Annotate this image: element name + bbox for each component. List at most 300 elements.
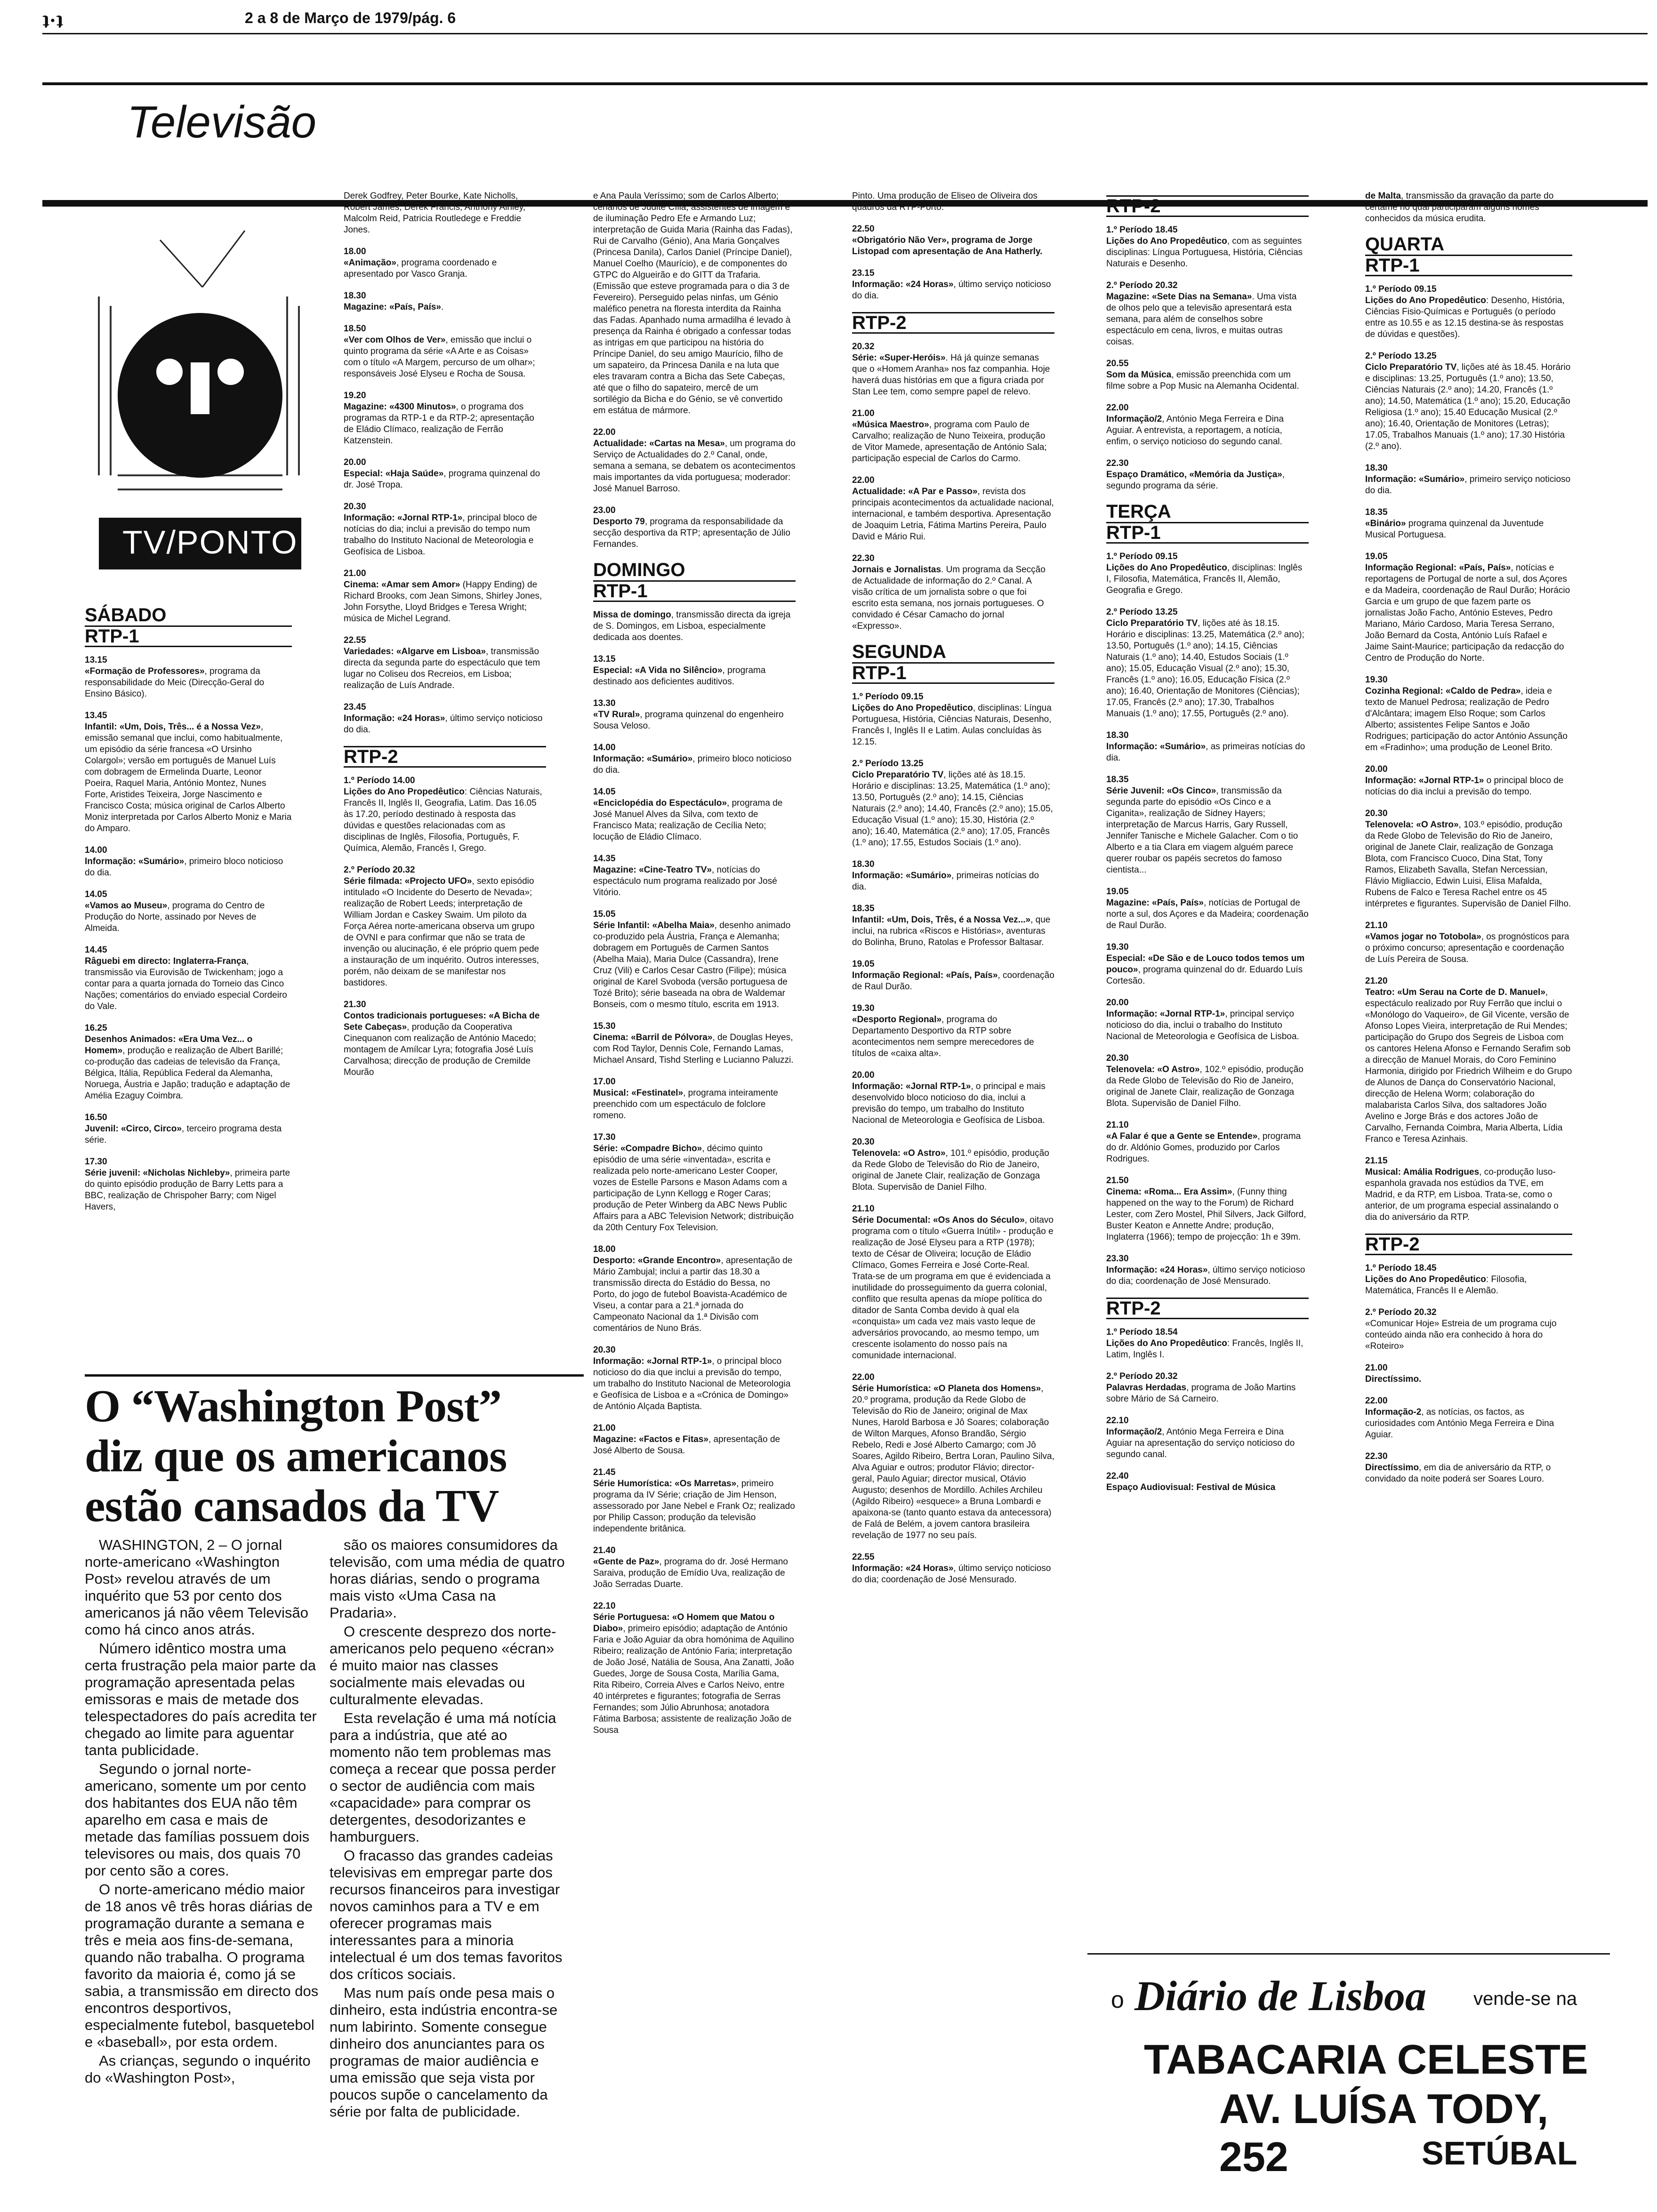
program-title: Espaço Dramático, «Memória da Justiça» — [1106, 470, 1282, 480]
program-title: Informação: «24 Horas» — [852, 1563, 954, 1573]
program-description: , programa do Centro de Produção do Norte, assinado por Neves de Almeida. — [85, 901, 265, 933]
channel-heading: RTP-1 — [593, 580, 796, 602]
program-entry — [593, 1601, 796, 1736]
program-title: «Obrigatório Não Ver», programa de Jorge Listopad com apresentação de Ana Hatherly. — [852, 235, 1043, 256]
program-title: Cinema: «Roma... Era Assim» — [1106, 1187, 1232, 1197]
program-entry — [852, 553, 1054, 632]
program-entry — [1106, 730, 1309, 764]
program-description: , programa de João Martins sobre Mário de Sá Carneiro. — [1106, 1383, 1296, 1404]
program-entry — [593, 654, 796, 688]
program-description: , terceiro programa desta série. — [85, 1124, 282, 1145]
program-time: 22.30 — [1106, 458, 1129, 468]
program-time: 2.º Período 20.32 — [344, 865, 415, 875]
column-2 — [344, 191, 546, 1089]
program-title: Lições do Ano Propedêutico — [1106, 236, 1227, 246]
program-list — [344, 775, 546, 1078]
program-time: 22.00 — [1106, 403, 1129, 413]
ad-tagline: vende-se na — [1473, 1988, 1577, 2009]
program-entry — [593, 427, 796, 495]
program-entry — [1106, 1327, 1309, 1361]
program-title: Ciclo Preparatório TV — [852, 770, 944, 780]
program-description: , primeiro bloco noticioso do dia. — [593, 754, 792, 775]
program-title: Variedades: «Algarve em Lisboa» — [344, 647, 486, 657]
program-entry — [1106, 607, 1309, 720]
program-description: , programa do dr. Aldónio Gomes, produzido por Carlos Rodrigues. — [1106, 1131, 1301, 1164]
program-title: Ciclo Preparatório TV — [1365, 362, 1457, 372]
program-time: 21.15 — [1365, 1156, 1388, 1166]
program-description: , primeiro serviço noticioso do dia. — [1365, 474, 1571, 496]
program-title: Directíssimo. — [1365, 1374, 1422, 1384]
headline-line: O “Washington Post” — [85, 1381, 501, 1432]
program-time: 22.30 — [1365, 1451, 1388, 1461]
article-top-rule — [85, 1374, 584, 1377]
program-time: 20.30 — [344, 502, 366, 512]
channel-heading: RTP-2 — [344, 746, 546, 768]
program-description: : Francês, Inglês II, Latim, Inglês I. — [1106, 1338, 1303, 1360]
program-entry — [852, 859, 1054, 893]
program-time: 20.55 — [1106, 359, 1129, 369]
program-entry — [1106, 551, 1309, 596]
program-entry — [85, 1023, 292, 1102]
program-title: Lições do Ano Propedêutico — [344, 787, 465, 797]
program-title: Actualidade: «Cartas na Mesa» — [593, 439, 725, 449]
program-entry — [852, 224, 1054, 257]
program-description: , que inclui, na rubrica «Riscos e Histórias», aventuras do Bolinha, Bruno, Ratolas e Professor Baltasar. — [852, 915, 1051, 947]
program-time: 22.50 — [852, 224, 875, 234]
program-description: , o principal bloco noticioso do dia que inclui a previsão do tempo, um trabalho do Instituto Nacional de Meteorologia e Geofísica de Lisboa e a «Crónica de Domingo» de António Alçada Baptista. — [593, 1356, 791, 1411]
program-description: , notícias do espectáculo num programa realizado por José Vitório. — [593, 865, 777, 898]
program-entry — [344, 865, 546, 989]
program-title: Râguebi em directo: Inglaterra-França — [85, 956, 247, 966]
program-title: «Vamos jogar no Totobola» — [1365, 932, 1481, 942]
program-description: , lições até às 18.15. Horário e disciplinas: 13.25, Matemática (2.º ano); 13.50, Português (1.º ano); 14.15, Ciências Naturais (1.º ano); 14.40, Estudos Sociais (1.º ano); 15.05, Educação Visual (2.º ano); 15.30, Francês (1.º ano); 16.05, Educação Física (2.º ano); 16.40, Orientação de Monitores (Ciências); 17.05, Francês (2.º ano); 17.30, Trabalhos Manuais (1.º ano); 17.55, Português (2.º ano). — [1106, 618, 1304, 719]
program-title: Juvenil: «Circo, Circo» — [85, 1124, 182, 1134]
program-title: Ciclo Preparatório TV — [1106, 618, 1198, 628]
program-list — [852, 191, 1054, 302]
program-time: 20.30 — [852, 1137, 875, 1147]
program-title: Telenovela: «O Astro» — [1365, 820, 1459, 830]
program-description: , transmissão da segunda parte do episódio «Os Cinco e a Ciganita», realização de Sidney Hayers; interpretação de Marcus Harris, Gary Russell, Jennifer Tanische e Michele Galacher. Com o tio Alberto e a tia Clara em viagem alguém parece querer roubar os papéis secretos do famoso cientista... — [1106, 786, 1298, 875]
program-entry — [344, 702, 546, 736]
program-time: 22.00 — [852, 475, 875, 485]
program-time: 21.45 — [593, 1467, 616, 1477]
program-description: , o principal e mais desenvolvido bloco noticioso do dia, inclui a previsão do tempo, um trabalho do Instituto Nacional de Meteorologia e Geofísica de Lisboa. — [852, 1082, 1046, 1125]
program-description: , coordenação de Raul Durão. — [852, 970, 1054, 992]
column-6 — [1365, 191, 1572, 1495]
program-time: 19.20 — [344, 391, 366, 401]
program-description: , emissão que inclui o quinto programa da série «A Arte e as Coisas» com o título «A Margem, percurso de um olhar»; responsáveis José Elyseu e Rocha de Sousa. — [344, 335, 535, 379]
program-time: 21.10 — [1365, 921, 1388, 930]
program-description: «Comunicar Hoje» Estreia de um programa cujo conteúdo ainda não era conhecido à hora do «Roteiro» — [1365, 1319, 1557, 1351]
program-description: , principal bloco de notícias do dia; inclui a previsão do tempo num trabalho do Instituto Nacional de Meteorologia e Geofísica de Lisboa. — [344, 513, 537, 557]
article-paragraph: O norte-americano médio maior de 18 anos vê três horas diárias de programação durante a semana e três e meia aos fins-de-semana, quando não trabalha. O programa favorito da maioria é, como já se sabia, a transmissão em directo dos encontros desportivos, especialmente futebol, basquetebol e «baseball», por esta ordem. — [85, 1881, 319, 2050]
program-list — [85, 655, 292, 1213]
program-entry — [593, 609, 796, 643]
program-description: , transmissão via Eurovisão de Twickenham; jogo a contar para a quarta jornada do Torneio das Cinco Nações; comentários do enviado especial Cordeiro do Vale. — [85, 956, 287, 1011]
program-title: «Gente de Paz» — [593, 1557, 660, 1567]
program-entry — [593, 191, 796, 417]
program-description: , segundo programa da série. — [1106, 470, 1285, 491]
program-entry — [852, 1203, 1054, 1362]
program-time: 18.00 — [593, 1244, 616, 1254]
program-title: Série Juvenil: «Os Cinco» — [1106, 786, 1216, 796]
program-description: , transmissão directa da segunda parte do espectáculo que tem lugar no Coliseu dos Recreios, em Lisboa; realização de Luís Andrade. — [344, 647, 540, 690]
program-time: 18.35 — [1365, 507, 1388, 517]
program-description: , António Mega Ferreira e Dina Aguiar. A entrevista, a reportagem, a notícia, enfim, o serviço noticioso do segundo canal. — [1106, 414, 1284, 447]
program-entry — [344, 999, 546, 1078]
headline-line: estão cansados da TV — [85, 1481, 499, 1531]
program-entry — [344, 290, 546, 313]
program-description: , co-produção luso-espanhola gravada nos estúdios da TVE, em Madrid, e da RTP, em Lisboa. Trata-se, como o anterior, de um programa especial assinalando o dia do aniversário da RTP. — [1365, 1167, 1559, 1222]
program-description: , revista dos principais acontecimentos da actualidade nacional, internacional, e também desportiva. Apresentação de Joaquim Letria, Fátima Martins Pereira, Paulo David e Mário Rui. — [852, 487, 1054, 542]
program-time: 20.30 — [1106, 1053, 1129, 1063]
date-line: 2 a 8 de Março de 1979/pág. 6 — [245, 9, 456, 26]
program-time: 22.00 — [593, 427, 616, 437]
program-description: , ideia e texto de Manuel Pedrosa; realização de Pedro d'Alcântara; imagem Elso Roque; som Carlos Alberto; assistentes Felipe Santos e João Rodrigues; participação do actor António Assunção em «Fradinho»; uma produção de Leonel Brito. — [1365, 686, 1568, 753]
program-title: Especial: «Haja Saúde» — [344, 469, 444, 479]
program-entry — [344, 501, 546, 558]
channel-heading: RTP-2 — [852, 312, 1054, 334]
program-title: Lições do Ano Propedêutico — [1106, 1338, 1227, 1348]
program-description: , programa de José Manuel Alves da Silva, com texto de Francisco Mata; realização de Cecília Neto; locução de Eládio Clímaco. — [593, 798, 783, 842]
program-description: , apresentação de Mário Zambujal; inclui a partir das 18.30 a transmissão directa do Estádio do Bessa, no Porto, do jogo de futebol Boavista-Académico de Viseu, a contar para a 21.ª jornada do Campeonato Nacional da 1.ª Divisão com comentários de Nuno Brás. — [593, 1256, 793, 1333]
program-time: 1.º Período 18.45 — [1365, 1263, 1437, 1273]
program-description: , principal serviço noticioso do dia, inclui o trabalho do Instituto Nacional de Meteorologia e Geofísica de Lisboa. — [1106, 1009, 1299, 1042]
program-entry — [852, 1070, 1054, 1126]
day-heading-terca: TERÇA — [1106, 501, 1171, 522]
day-heading-domingo: DOMINGO — [593, 560, 685, 580]
program-entry — [1365, 674, 1572, 753]
program-title: Contos tradicionais portugueses: «A Bicha de Sete Cabeças» — [344, 1011, 540, 1032]
ad-line1: TABACARIA CELESTE — [1144, 2036, 1588, 2083]
program-title: Informação: «Jornal RTP-1» — [852, 1082, 971, 1091]
program-entry — [1365, 808, 1572, 910]
program-description: , programa coordenado e apresentado por Vasco Granja. — [344, 258, 497, 279]
program-entry — [852, 691, 1054, 748]
program-time: 21.00 — [344, 569, 366, 578]
program-description: , último serviço noticioso do dia. — [344, 713, 543, 735]
program-title: Magazine: «Sete Dias na Semana» — [1106, 292, 1252, 302]
program-entry — [852, 475, 1054, 543]
program-entry — [1365, 551, 1572, 664]
program-title: Actualidade: «A Par e Passo» — [852, 487, 978, 497]
program-title: Magazine: «4300 Minutos» — [344, 402, 456, 412]
program-description: , transmissão directa da igreja de S. Domingos, em Lisboa, especialmente dedicada aos doentes. — [593, 610, 791, 642]
program-entry — [1365, 1395, 1572, 1441]
program-title: Informação: «Jornal RTP-1» — [593, 1356, 712, 1366]
program-title: Lições do Ano Propedêutico — [1106, 563, 1227, 573]
program-entry — [1106, 280, 1309, 348]
program-description: , oitavo programa com o título «Guerra Inútil» - produção e realização de José Elyseu para a RTP (1978); texto de César de Oliveira; locução de Eládio Clímaco, Gomes Ferreira e José Corte-Real. Trata-se de um programa em que é evidenciada a inutilidade do prosseguimento da guerra colonial, conflito que resulta apenas da míope política do ditador de Santa Comba devido à qual ela «conquista» um cada vez mais vasto leque de adversários provocando, ao mesmo tempo, um crescente isolamento do nosso país na comunidade internacional. — [852, 1215, 1054, 1361]
program-title: Espaço Audiovisual: Festival de Música — [1106, 1483, 1276, 1492]
article-paragraph: Número idêntico mostra uma certa frustração pela maior parte da programação apresentada pelas emissoras e mais de metade dos telespectadores do país acredita ter chegado ao limite para aguentar tanta publicidade. — [85, 1640, 317, 1758]
program-time: 19.30 — [852, 1003, 875, 1013]
program-time: 14.05 — [593, 787, 616, 797]
program-description: : Filosofia, Matemática, Francês II e Alemão. — [1365, 1274, 1527, 1296]
program-description: , os prognósticos para o próximo concurso; apresentação e coordenação de Luís Pereira de Sousa. — [1365, 932, 1569, 964]
program-entry — [1106, 1053, 1309, 1109]
program-entry — [593, 1021, 796, 1066]
program-title: Série: «Compadre Bicho» — [593, 1144, 702, 1154]
program-entry — [1106, 942, 1309, 987]
program-title: Cinema: «Amar sem Amor» — [344, 580, 460, 590]
program-time: 22.55 — [344, 635, 366, 645]
program-time: 20.00 — [1365, 764, 1388, 774]
ad-brand: Diário de Lisboa — [1134, 1973, 1426, 2020]
program-title: Informação Regional: «País, País» — [852, 970, 998, 980]
program-title: Informação-2 — [1365, 1407, 1422, 1417]
program-entry — [1365, 1155, 1572, 1223]
program-title: Informação Regional: «País, País» — [1365, 563, 1511, 573]
program-description: , em dia de aniversário da RTP, o convidado da noite poderá ser Soares Louro. — [1365, 1463, 1551, 1484]
program-title: «A Falar é que a Gente se Entende» — [1106, 1131, 1258, 1141]
program-title: Musical: «Festinatel» — [593, 1088, 684, 1098]
program-title: «Desporto Regional» — [852, 1015, 942, 1025]
program-title: Directíssimo — [1365, 1463, 1419, 1473]
program-title: Magazine: «País, País» — [344, 302, 441, 312]
program-title: Informação: «24 Horas» — [852, 280, 954, 289]
program-description: o principal bloco de notícias do dia inclui a previsão do tempo. — [1365, 776, 1564, 797]
program-title: Magazine: «Factos e Fitas» — [593, 1435, 708, 1444]
article-paragraph: O crescente desprezo dos norte-americanos pelo pequeno «écran» é muito maior nas classes socialmente mais elevadas ou culturalmente elevadas. — [330, 1623, 556, 1707]
ad-line2: AV. LUÍSA TODY, 252 — [1219, 2085, 1549, 2180]
program-time: 13.30 — [593, 698, 616, 708]
program-title: Informação: «Sumário» — [852, 871, 952, 881]
program-title: Informação: «24 Horas» — [344, 713, 445, 723]
channel-heading: RTP-1 — [85, 625, 292, 647]
column-3 — [593, 191, 796, 1747]
header-rule — [42, 33, 1648, 34]
program-title: Série Portuguesa: «O Homem que Matou o Diabo» — [593, 1612, 775, 1634]
program-entry — [1365, 191, 1572, 224]
program-entry — [593, 1132, 796, 1234]
day-heading-segunda: SEGUNDA — [852, 641, 947, 662]
article-paragraph: são os maiores consumidores da televisão, com uma média de quatro horas diárias, sendo o programa mais visto «Uma Casa na Pradaria». — [330, 1537, 565, 1621]
program-title: «Animação» — [344, 258, 396, 268]
program-title: Musical: Amália Rodrigues — [1365, 1167, 1480, 1177]
program-entry — [593, 1076, 796, 1122]
program-list — [1106, 551, 1309, 1287]
program-description: , primeira parte do quinto episódio produção de Barry Letts para a BBC, realização de Chrispoher Barry; com Nigel Havers, — [85, 1168, 290, 1212]
program-list — [344, 191, 546, 736]
program-description: , primeiro episódio; adaptação de António Faria e João Aguiar da obra homónima de Aquilino Ribeiro; realização de António Faria; interpretação de João José, Natália de Sousa, Ana Zanatti, João Guedes, Jorge de Sousa Costa, Marília Gama, Rita Ribeiro, Correia Alves e Carlos Neivo, entre 40 intérpretes e figurantes; fotografia de Serras Fernandes; som Júlio Abrunhosa; anotadora Fátima Barbosa; assistente de realização João de Sousa — [593, 1624, 794, 1735]
program-description: . — [441, 302, 444, 312]
program-entry — [85, 889, 292, 934]
program-description: , programa quinzenal do dr. Eduardo Luís Cortesão. — [1106, 965, 1303, 986]
antenna-icon — [160, 231, 245, 287]
program-time: 13.15 — [85, 655, 107, 665]
program-time: 17.00 — [593, 1077, 616, 1087]
program-description: , António Mega Ferreira e Dina Aguiar na apresentação do serviço noticioso do segundo canal. — [1106, 1427, 1295, 1459]
program-time: 18.30 — [852, 859, 875, 869]
program-time: 17.30 — [593, 1132, 616, 1142]
program-title: Lições do Ano Propedêutico — [1365, 296, 1486, 305]
program-title: «Formação de Professores» — [85, 666, 205, 676]
article-paragraph: As crianças, segundo o inquérito do «Washington Post», — [85, 2052, 311, 2086]
program-entry — [344, 390, 546, 447]
program-title: Desporto: «Grande Encontro» — [593, 1256, 721, 1266]
program-list — [1365, 284, 1572, 1223]
program-entry — [593, 742, 796, 776]
program-title: Série: «Super-Heróis» — [852, 353, 946, 363]
program-time: 1.º Período 14.00 — [344, 776, 415, 785]
program-description: Derek Godfrey, Peter Bourke, Kate Nicholls, Robert James, Derek Francis, Anthony Ainley, Malcolm Reid, Patricia Routledege e Freddie Jones. — [344, 191, 526, 235]
article-paragraph: WASHINGTON, 2 – O jornal norte-americano «Washington Post» revelou através de um inquérito que 53 por cento dos americanos já não vêem Televisão como há cinco anos atrás. — [85, 1537, 309, 1638]
program-entry — [593, 786, 796, 843]
program-entry — [344, 457, 546, 491]
ad-line3: SETÚBAL — [1422, 2135, 1577, 2172]
program-description: , primeiro programa da IV Série; criação de Jim Henson, assessorado por Jane Nebel e Frank Oz; realizado por Philip Casson; produção da televisão independente britânica. — [593, 1479, 795, 1534]
channel-heading: RTP-2 — [1365, 1234, 1572, 1255]
program-list — [1365, 1263, 1572, 1485]
program-description: , apresentação de José Alberto de Sousa. — [593, 1435, 780, 1456]
program-description: , último serviço noticioso do dia; coordenação de José Mensurado. — [1106, 1265, 1305, 1286]
program-time: 21.10 — [852, 1204, 875, 1214]
program-entry — [1365, 284, 1572, 340]
program-list — [852, 341, 1054, 632]
program-entry — [344, 635, 546, 691]
program-list — [593, 609, 796, 1736]
channel-heading: RTP-2 — [1106, 195, 1309, 217]
program-time: 23.45 — [344, 702, 366, 712]
program-description: , um programa do Serviço de Actualidades do 2.º Canal, onde, semana a semana, se debatem os acontecimentos mais importantes da vida portuguesa; moderador: José Manuel Barroso. — [593, 439, 796, 494]
program-description: , emissão semanal que inclui, como habitualmente, um episódio da série francesa «O Ursinho Colargol»; versão em português de Manuel Luís com dobragem de Ermelinda Duarte, Leonor Poeira, Raquel Maria, António Montez, Nunes Forte, Aristides Teixeira, Jorge Nascimento e Francisco Costa; música original de Carlos Alberto Moniz interpretada por Carlos Alberto Moniz e Maria do Amparo. — [85, 722, 292, 834]
article-paragraph: Esta revelação é uma má notícia para a indústria, que até ao momento não tem problemas mas começa a recear que possa perder o sector de audiência com mais «capacidade» para comprar os detergentes, desodorizantes e hamburguers. — [330, 1710, 556, 1845]
program-title: Série Humorística: «O Planeta dos Homens» — [852, 1384, 1041, 1394]
program-description: , emissão preenchida com um filme sobre a Pop Music na Alemanha Ocidental. — [1106, 370, 1299, 391]
program-entry — [1106, 1253, 1309, 1287]
program-title: Missa de domingo — [593, 610, 671, 620]
program-title: Palavras Herdadas — [1106, 1383, 1187, 1393]
program-title: Som da Música — [1106, 370, 1172, 380]
program-description: , notícias de Portugal de norte a sul, dos Açores e da Madeira; coordenação de Raul Durão. — [1106, 898, 1309, 930]
program-entry — [593, 698, 796, 732]
program-list — [1365, 191, 1572, 224]
program-time: 18.00 — [344, 247, 366, 256]
program-time: 20.30 — [1365, 809, 1388, 818]
program-entry — [344, 568, 546, 625]
program-entry — [344, 191, 546, 236]
program-description: , programa com Paulo de Carvalho; realização de Nuno Teixeira, produção de Vitor Mamede, apresentação de António Sala; participação especial de Carlos do Carmo. — [852, 420, 1047, 464]
program-description: , programa quinzenal do engenheiro Sousa Veloso. — [593, 710, 784, 731]
program-entry — [593, 1244, 796, 1334]
program-description: , disciplinas: Língua Portuguesa, História, Ciências Naturais, Desenho, Francês I, Inglês II e Latim. Aulas concluídas às 12.15. — [852, 703, 1052, 747]
program-title: Informação: «Sumário» — [1365, 474, 1465, 484]
program-time: 20.00 — [1106, 998, 1129, 1008]
program-title: Informação: «24 Horas» — [1106, 1265, 1208, 1275]
program-entry — [593, 505, 796, 550]
program-time: 15.05 — [593, 909, 616, 919]
program-time: 1.º Período 18.45 — [1106, 225, 1178, 235]
program-entry — [344, 246, 546, 280]
program-description: , (Funny thing happened on the way to the Forum) de Richard Lester, com Zero Mostel, Phil Silvers, Jack Gilford, Buster Keaton e Annette Andre; produção, Inglaterra (1966); tempo de projecção: 1h e 39m. — [1106, 1187, 1306, 1242]
program-title: Informação: «Jornal RTP-1» — [344, 513, 463, 523]
program-title: Série Documental: «Os Anos do Século» — [852, 1215, 1025, 1225]
program-time: 2.º Período 20.32 — [1365, 1307, 1437, 1317]
program-entry — [1106, 1471, 1309, 1493]
program-title: Série filmada: «Projecto UFO» — [344, 876, 472, 886]
program-entry — [1365, 463, 1572, 497]
channel-heading: RTP-1 — [1106, 522, 1309, 544]
program-description: : Ciências Naturais, Francês II, Inglês II, Geografia, Latim. Das 16.05 às 17.20, período destinado à resposta das dúvidas e questões relacionadas com as disciplinas de Inglês, Filosofia, Português, F. Química, Alemão, Francês I, Grego. — [344, 787, 542, 853]
program-description: e Ana Paula Veríssimo; som de Carlos Alberto; cenários de Judite Cília; assistentes de imagem e de iluminação Pedro Efe e Armando Luz; interpretação de Guida Maria (Rainha das Fadas), Rui de Carvalho (Génio), Ana Maria Gonçalves (Princesa Danila), Carlos Daniel (Príncipe Daniel), Manuel Coelho (Maurício), e de componentes do GTPC do Algueirão e do GITT da Trafaria. (Emissão que esteve programada para o dia 3 de Fevereiro). Perseguido pelas ninfas, um Génio maléfico penetra na floresta interdita da Rainha das Fadas. Apanhado numa armadilha é levado à presença da Rainha é obrigado a confessar todas as intrigas em que participou na história do Príncipe Daniel, do seu amigo Maurício, filho de um sapateiro, da Princesa Danila e na luta que eles travaram contra a Bicha das Sete Cabeças, até que o filho do sapateiro, mercê de um sortilégio da Bicha e do Génio, se vê convertido em estátua de mármore. — [593, 191, 793, 416]
program-title: «TV Rural» — [593, 710, 640, 720]
column-5 — [1106, 191, 1309, 1504]
program-description: , desenho animado co-produzido pela Áustria, França e Alemanha; dobragem em Português de Carmen Santos (Abelha Maia), Maria Dulce (Cassandra), Irene Cruz (Vili) e Carlos Cesar Castro (Filipe); música original de Karel Svoboda (versão portuguesa de Tozé Brito); série baseada na obra de Waldemar Bonseis, com o mesmo título, escrita em 1913. — [593, 921, 791, 1010]
program-entry — [852, 1372, 1054, 1541]
program-title: Lições do Ano Propedêutico — [852, 703, 973, 713]
program-entry — [852, 959, 1054, 993]
program-time: 2.º Período 13.25 — [852, 759, 924, 769]
program-entry — [1106, 1371, 1309, 1405]
program-title: Magazine: «Cine-Teatro TV» — [593, 865, 712, 875]
program-time: 22.40 — [1106, 1471, 1129, 1481]
program-time: 22.00 — [852, 1372, 875, 1382]
program-time: 21.00 — [593, 1423, 616, 1433]
program-time: 22.10 — [593, 1601, 616, 1611]
program-entry — [593, 1467, 796, 1535]
program-description: , espectáculo realizado por Ruy Ferrão que inclui o «Monólogo do Vaqueiro», de Gil Vicente, versão de Afonso Lopes Vieira, interpretação de Rui Mendes; participação do Grupo dos Segreis de Lisboa com os cantores Helena Afonso e Fernando Serafim sob a direcção de Manuel Morais, do Coro Feminino Harmonia, dirigido por Friedrich Wilheim e do Grupo de Alunos de Dança do Conservatório Nacional, direcção de Helena Worm; colaboração do malabarista Carlos Silva, dos saltadores João Avelino e Jorge Brás e dos actores João de Carvalho, Fernanda Coimbra, Maria Alberta, Lídia Franco e Teresa Azinhais. — [1365, 987, 1572, 1144]
program-time: 14.00 — [593, 743, 616, 753]
day-heading-sabado: SÁBADO — [85, 605, 167, 625]
program-description: , transmissão da gravação da parte do certame no qual participaram alguns nomes conhecidos da música erudita. — [1365, 191, 1554, 224]
program-time: 22.10 — [1106, 1416, 1129, 1426]
program-entry — [1365, 1307, 1572, 1352]
program-time: 21.10 — [1106, 1120, 1129, 1130]
program-title: Série Humorística: «Os Marretas» — [593, 1479, 737, 1489]
ad-article: o — [1111, 1987, 1124, 2013]
program-entry — [1106, 1120, 1309, 1165]
program-time: 22.55 — [852, 1552, 875, 1562]
advertisement — [1083, 1958, 1615, 2180]
article-paragraph: Mas num país onde pesa mais o dinheiro, esta indústria encontra-se num labirinto. Somente consegue dinheiro dos anunciantes para os programas de maior audiência e uma emissão que seja vista por poucos supõe o cancelamento da série por falta de publicidade. — [330, 1985, 558, 2120]
program-time: 18.30 — [1106, 730, 1129, 740]
article-column-2 — [330, 1537, 565, 2122]
program-title: Série Infantil: «Abelha Maia» — [593, 921, 715, 930]
program-title: Informação: «Sumário» — [85, 857, 185, 866]
column-4 — [852, 191, 1054, 1596]
program-description: , programa da responsabilidade da secção desportiva da RTP; apresentação de Júlio Fernandes. — [593, 517, 790, 549]
program-time: 1.º Período 18.54 — [1106, 1327, 1178, 1337]
program-description: , programa quinzenal do dr. José Tropa. — [344, 469, 540, 490]
program-description: , programa do dr. José Hermano Saraiva, produção de Emídio Uva, realização de João Serradas Duarte. — [593, 1557, 788, 1589]
program-entry — [1106, 458, 1309, 492]
program-list — [1106, 224, 1309, 492]
program-description: , programa do Departamento Desportivo da RTP sobre acontecimentos nem sempre merecedores de títulos de «caixa alta». — [852, 1015, 1034, 1058]
program-time: 2.º Período 20.32 — [1106, 1371, 1178, 1381]
program-entry — [1106, 997, 1309, 1042]
program-time: 2.º Período 13.25 — [1106, 607, 1178, 617]
program-time: 1.º Período 09.15 — [1106, 552, 1178, 561]
program-description: , produção e realização de Albert Barillé; co-produção das cadeias de televisão da França, Bélgica, Itália, República Federal da Alemanha, Noruega, Áustria e Japão; tradução e adaptação de Amélia Ezaguy Coimbra. — [85, 1046, 290, 1101]
program-entry — [1365, 1451, 1572, 1485]
program-time: 21.40 — [593, 1546, 616, 1555]
program-description: programa quinzenal da Juventude Musical Portuguesa. — [1365, 519, 1544, 540]
article-column-1 — [85, 1537, 320, 2088]
program-time: 18.30 — [1365, 463, 1388, 473]
program-title: Telenovela: «O Astro» — [1106, 1065, 1200, 1074]
program-entry — [344, 775, 546, 854]
program-entry — [1106, 402, 1309, 448]
program-title: Especial: «A Vida no Silêncio» — [593, 665, 723, 675]
section-title: Televisão — [127, 97, 317, 147]
program-description: , lições até às 18.45. Horário e disciplinas: 13.25, Português (1.º ano); 13.50, Ciências Naturais (2.º ano); 14.20, Francês (1.º ano); 14.50, Matemática (1.º ano); 15.20, Educação Religiosa (1.º ano); 15.40 Educação Musical (2.º ano); 16.40, Orientação de Monitores (Letras); 17.05, Trabalhos Manuais (1.º ano); 17.30 História (2.º ano). — [1365, 362, 1571, 451]
program-title: Desporto 79 — [593, 517, 645, 527]
program-entry — [852, 341, 1054, 398]
program-time: 20.30 — [593, 1345, 616, 1355]
program-entry — [1106, 358, 1309, 392]
program-entry — [593, 853, 796, 898]
